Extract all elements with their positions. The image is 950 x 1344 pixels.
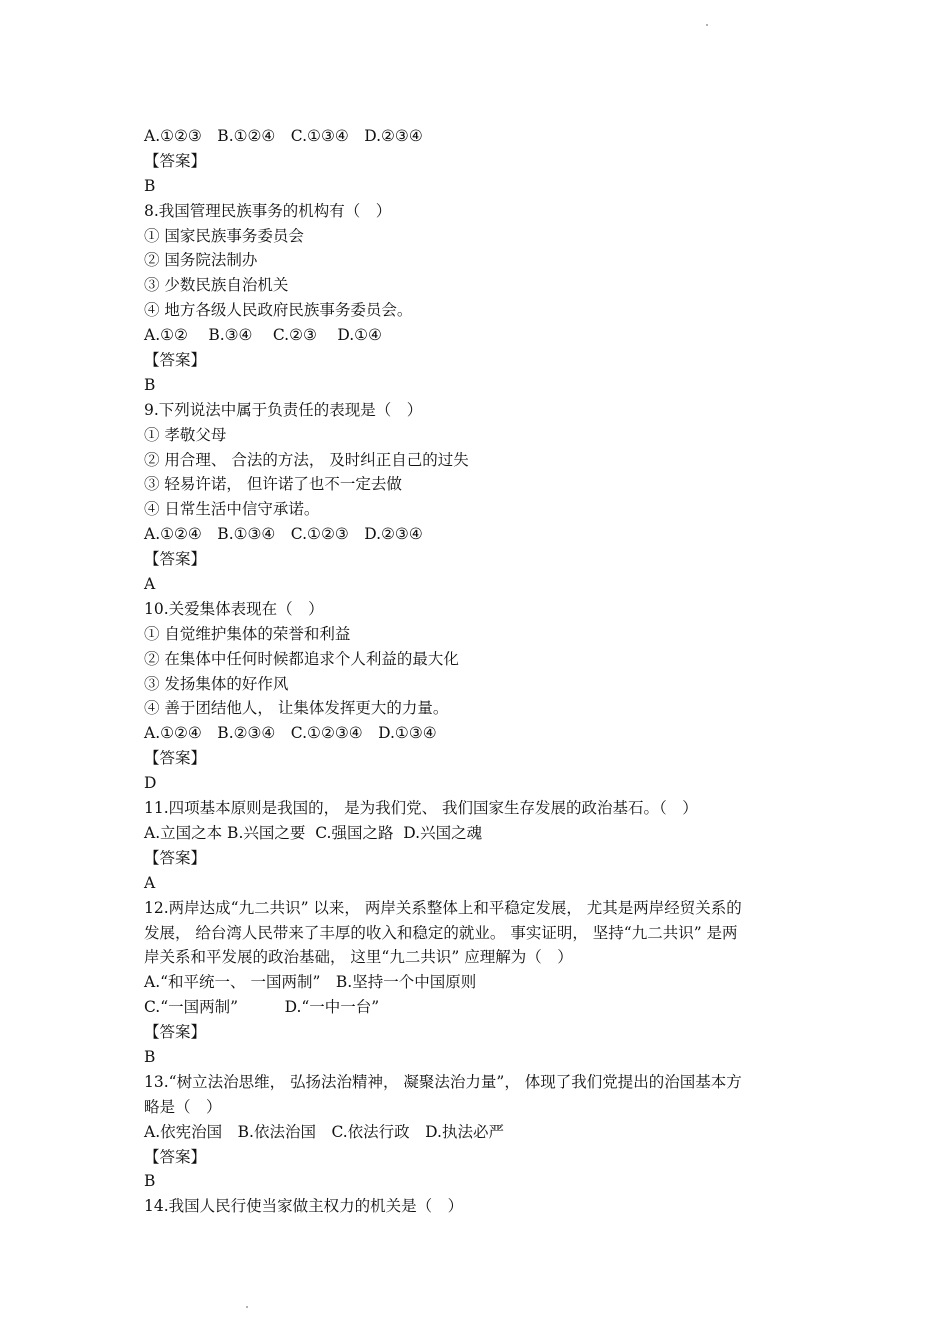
q7-options: A.①②③ B.①②④ C.①③④ D.②③④ [144, 127, 423, 145]
q9-item-2: ② 用合理、 合法的方法， 及时纠正自己的过失 [144, 450, 469, 469]
q9-item-3: ③ 轻易许诺， 但许诺了也不一定去做 [144, 475, 402, 494]
q10-item-3: ③ 发扬集体的好作风 [144, 674, 289, 693]
q9-options: A.①②④ B.①③④ C.①②③ D.②③④ [144, 525, 423, 544]
q8-stem: 8.我国管理民族事务的机构有（ ） [144, 201, 392, 220]
q9-item-1: ① 孝敬父母 [144, 425, 227, 444]
q12-options-cd: C.“一国两制” D.“一中一台” [144, 998, 380, 1017]
q9-answer: A [144, 575, 156, 594]
q8-answer: B [144, 375, 156, 394]
q8-item-1: ① 国家民族事务委员会 [144, 226, 304, 245]
document-body [144, 124, 814, 1219]
q13-stem-line-2: 略是（ ） [144, 1097, 222, 1116]
q13-answer: B [144, 1172, 156, 1191]
q10-item-4: ④ 善于团结他人， 让集体发挥更大的力量。 [144, 699, 449, 718]
footer-dot [246, 1306, 248, 1308]
q12-options-ab: A.“和平统一、 一国两制” B.坚持一个中国原则 [144, 973, 477, 992]
q12-stem-line-3: 岸关系和平发展的政治基础， 这里“九二共识” 应理解为（ ） [144, 948, 573, 967]
q8-answer-label: 【答案】 [144, 351, 207, 370]
q11-options: A.立国之本 B.兴国之要 C.强国之路 D.兴国之魂 [144, 823, 483, 842]
q12-answer-label: 【答案】 [144, 1023, 207, 1042]
q7-answer-label: 【答案】 [144, 151, 207, 170]
q14-stem: 14.我国人民行使当家做主权力的机关是（ ） [144, 1197, 464, 1216]
q10-options: A.①②④ B.②③④ C.①②③④ D.①③④ [144, 724, 437, 743]
q8-item-4: ④ 地方各级人民政府民族事务委员会。 [144, 301, 413, 320]
q10-item-2: ② 在集体中任何时候都追求个人利益的最大化 [144, 649, 459, 668]
q10-stem: 10.关爱集体表现在（ ） [144, 599, 324, 618]
q10-answer: D [144, 774, 157, 793]
q10-item-1: ① 自觉维护集体的荣誉和利益 [144, 624, 351, 643]
q12-stem-line-1: 12.两岸达成“九二共识” 以来， 两岸关系整体上和平稳定发展， 尤其是两岸经贸关系的 [144, 898, 742, 917]
q13-answer-label: 【答案】 [144, 1147, 207, 1166]
q9-stem: 9.下列说法中属于负责任的表现是（ ） [144, 400, 423, 419]
header-dot [706, 24, 708, 26]
q8-options: A.①② B.③④ C.②③ D.①④ [144, 326, 382, 345]
q9-item-4: ④ 日常生活中信守承诺。 [144, 500, 320, 519]
q11-answer-label: 【答案】 [144, 848, 207, 867]
q10-answer-label: 【答案】 [144, 749, 207, 768]
q8-item-3: ③ 少数民族自治机关 [144, 276, 289, 295]
q12-answer: B [144, 1047, 156, 1066]
q13-options: A.依宪治国 B.依法治国 C.依法行政 D.执法必严 [144, 1122, 504, 1141]
q9-answer-label: 【答案】 [144, 550, 207, 569]
q7-answer: B [144, 176, 156, 195]
q13-stem-line-1: 13.“树立法治思维， 弘扬法治精神， 凝聚法治力量”， 体现了我们党提出的治国基本方 [144, 1072, 742, 1091]
q12-stem-line-2: 发展， 给台湾人民带来了丰厚的收入和稳定的就业。 事实证明， 坚持“九二共识” 是两 [144, 923, 738, 942]
q8-item-2: ② 国务院法制办 [144, 251, 258, 270]
q11-answer: A [144, 873, 156, 892]
q11-stem: 11.四项基本原则是我国的， 是为我们党、 我们国家生存发展的政治基石。（ ） [144, 799, 698, 818]
